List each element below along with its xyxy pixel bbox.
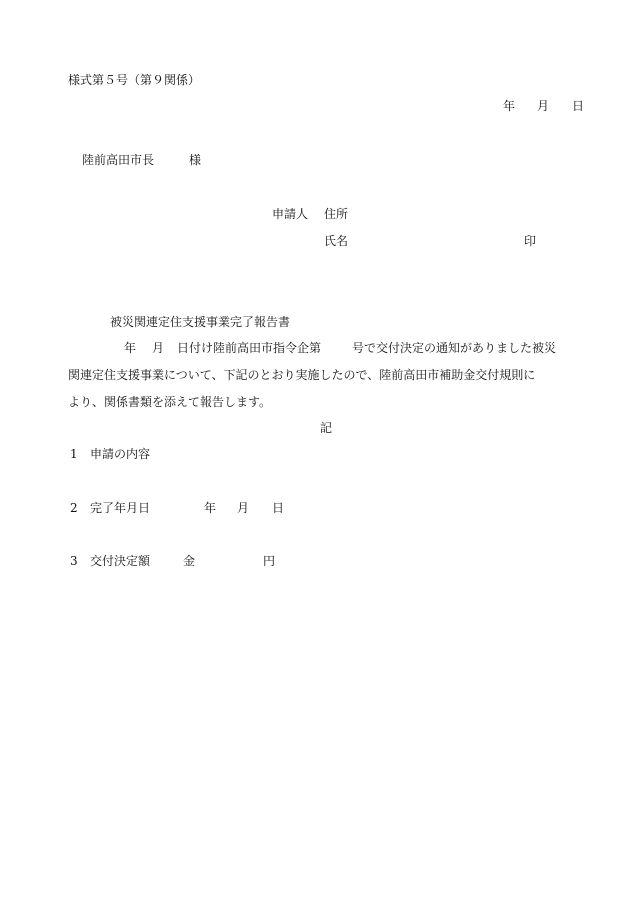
- applicant-label: 申請人: [272, 207, 309, 221]
- addressee-name: 陸前高田市長: [82, 153, 155, 167]
- item-2-year-label: 年: [204, 501, 217, 515]
- applicant-seal: 印: [524, 234, 537, 248]
- body-month-label: 月: [152, 341, 165, 355]
- applicant-name-label: 氏名: [324, 234, 349, 248]
- applicant-address-label: 住所: [324, 207, 349, 221]
- body-year-label: 年: [124, 341, 137, 355]
- item-3-label: 交付決定額: [90, 554, 151, 568]
- date-month-label: 月: [537, 99, 550, 113]
- body-line-3: より、関係書類を添えて報告します。: [68, 395, 272, 409]
- body-day-text: 日付け陸前高田市指令企第: [177, 341, 322, 355]
- item-2-month-label: 月: [237, 501, 250, 515]
- item-2-label: 完了年月日: [90, 501, 151, 515]
- date-day-label: 日: [572, 99, 585, 113]
- document-title: 被災関連定住支援事業完了報告書: [110, 315, 291, 329]
- item-3-unit: 円: [263, 554, 276, 568]
- form-number: 様式第５号（第９関係）: [68, 73, 201, 87]
- item-2-day-label: 日: [272, 501, 285, 515]
- body-line-2: 関連定住支援事業について、下記のとおり実施したので、陸前高田市補助金交付規則に: [68, 368, 536, 382]
- item-1-number: 1: [70, 447, 78, 461]
- body-number-text: 号で交付決定の通知がありました被災: [352, 341, 557, 355]
- item-2-number: 2: [70, 501, 78, 515]
- item-3-prefix: 金: [183, 554, 196, 568]
- item-3-number: 3: [70, 554, 78, 568]
- addressee-honorific: 様: [189, 153, 202, 167]
- item-1-label: 申請の内容: [90, 447, 151, 461]
- ki-mark: 記: [320, 421, 333, 435]
- date-year-label: 年: [503, 99, 516, 113]
